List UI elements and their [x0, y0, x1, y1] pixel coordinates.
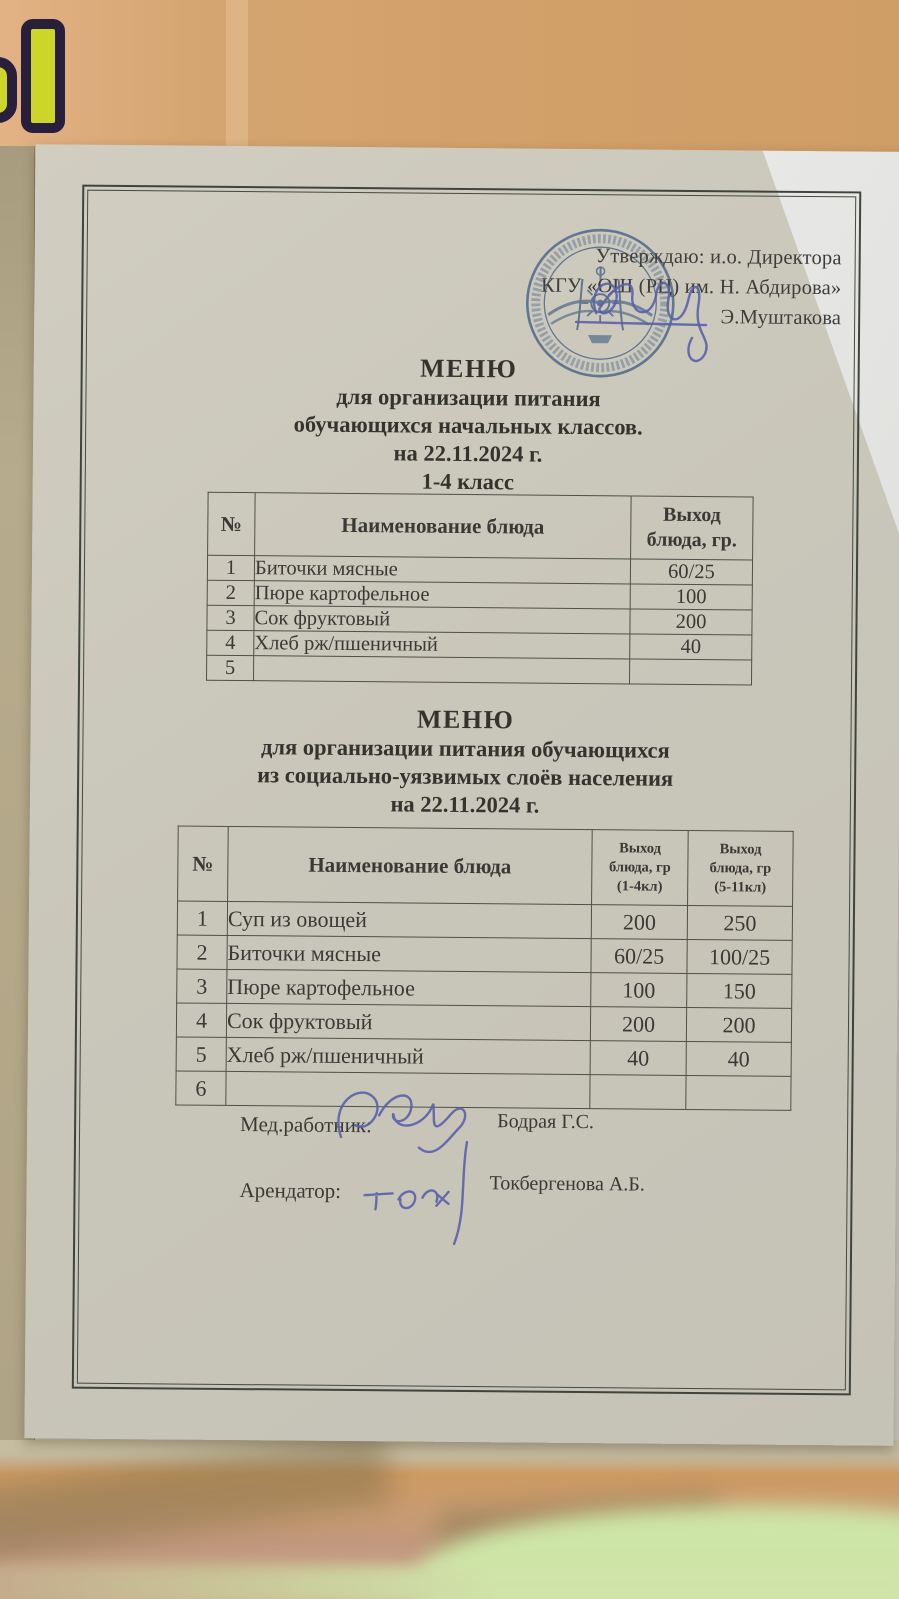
row-num: 2 [177, 935, 227, 969]
dish-name: Пюре картофельное [254, 581, 630, 609]
med-worker-name: Бодрая Г.С. [497, 1110, 595, 1134]
dish-name: Суп из овощей [227, 901, 591, 938]
menu2-date-line: на 22.11.2024 г. [390, 791, 540, 818]
menu-document-paper [24, 144, 899, 1446]
approval-line-1: Утверждаю: и.о. Директора [595, 245, 842, 270]
menu1-row-5 [206, 655, 751, 685]
tenant-signature-scribble [356, 1137, 502, 1248]
menu2-title: МЕНЮ [416, 704, 515, 735]
menu2-subtitle-1: для организации питания обучающихся [260, 734, 670, 763]
dish-name: Биточки мясные [227, 935, 591, 972]
menu2-row-4 [176, 1003, 791, 1042]
dish-output-5-11: 40 [686, 1041, 791, 1076]
menu2-col-out2: Выход блюда, гр (5-11кл) [688, 830, 794, 906]
dish-name: Сок фруктовый [226, 1003, 590, 1040]
row-num: 3 [207, 605, 254, 630]
med-worker-label: Мед.работник: [240, 1112, 373, 1138]
dish-output-1-4: 60/25 [591, 939, 687, 974]
row-num: 1 [177, 901, 227, 935]
row-num: 2 [207, 580, 254, 605]
wall-seam [226, 0, 248, 170]
menu1-col-name: Наименование блюда [255, 493, 632, 559]
menu2-col-num: № [178, 826, 229, 901]
menu2-table [175, 825, 793, 1110]
wall-mural-bottom [0, 1440, 899, 1599]
row-num: 3 [177, 969, 227, 1003]
menu2-row-3 [177, 969, 792, 1008]
menu1-table [206, 492, 754, 686]
menu2-col-name: Наименование блюда [228, 826, 593, 904]
dish-output-1-4: 200 [591, 905, 687, 940]
approval-line-2: КГУ «ОШ (РЦ) им. Н. Абдирова» [540, 274, 842, 300]
dish-output-5-11: 200 [686, 1007, 791, 1042]
row-num: 1 [207, 555, 254, 580]
menu1-col-out: Выход блюда, гр. [631, 496, 754, 560]
row-num: 6 [176, 1071, 226, 1105]
menu1-col-num: № [208, 492, 256, 555]
row-num: 5 [176, 1037, 226, 1071]
dish-output: 60/25 [630, 559, 752, 585]
menu1-subtitle-1: для организации питания [336, 383, 601, 412]
mural-paint-patch [0, 1432, 393, 1565]
dish-name [253, 656, 629, 684]
menu1-title-block [118, 350, 819, 499]
dish-output-1-4: 100 [591, 973, 687, 1008]
menu1-title: МЕНЮ [419, 353, 518, 384]
menu2-row-1 [177, 901, 792, 940]
row-num: 4 [176, 1003, 226, 1037]
dish-output-5-11: 250 [687, 905, 792, 940]
director-signature-scribble [564, 265, 755, 367]
dish-output-1-4 [590, 1075, 686, 1110]
menu2-title-block [115, 701, 816, 822]
dish-output: 40 [630, 634, 752, 660]
dish-output-5-11 [686, 1075, 791, 1110]
dish-output-5-11: 100/25 [687, 939, 792, 974]
dish-output-1-4: 200 [590, 1007, 686, 1042]
menu2-subtitle-2: из социально-уязвимых слоёв населения [257, 762, 674, 791]
menu1-subtitle-2: обучающихся начальных классов. [293, 411, 643, 440]
dish-output-5-11: 150 [687, 973, 792, 1008]
mural-paint-patch [0, 1566, 899, 1599]
dish-name: Хлеб рж/пшеничный [226, 1037, 590, 1074]
menu1-date-line: на 22.11.2024 г. [393, 440, 543, 467]
menu2-row-2 [177, 935, 792, 974]
menu1-class-line: 1-4 класс [421, 468, 515, 495]
tenant-label: Арендатор: [239, 1178, 342, 1203]
wall-decor-letter-y-icon [0, 12, 80, 137]
menu2-row-5 [176, 1037, 791, 1076]
approval-signer-name: Э.Муштакова [720, 306, 842, 330]
menu2-col-out1: Выход блюда, гр (1-4кл) [592, 830, 689, 906]
dish-output-1-4: 40 [590, 1041, 686, 1076]
menu2-header-row [178, 826, 794, 906]
dish-output: 100 [630, 584, 752, 610]
menu1-header-row [208, 492, 754, 560]
row-num: 4 [207, 630, 254, 655]
dish-name: Биточки мясные [254, 556, 630, 584]
dish-output: 200 [630, 609, 752, 635]
dish-name: Хлеб рж/пшеничный [254, 631, 630, 659]
dish-output [629, 659, 751, 685]
row-num: 5 [206, 655, 253, 680]
dish-name: Пюре картофельное [227, 969, 591, 1006]
tenant-name: Токбергенова А.Б. [489, 1172, 645, 1196]
dish-name: Сок фруктовый [254, 606, 630, 634]
